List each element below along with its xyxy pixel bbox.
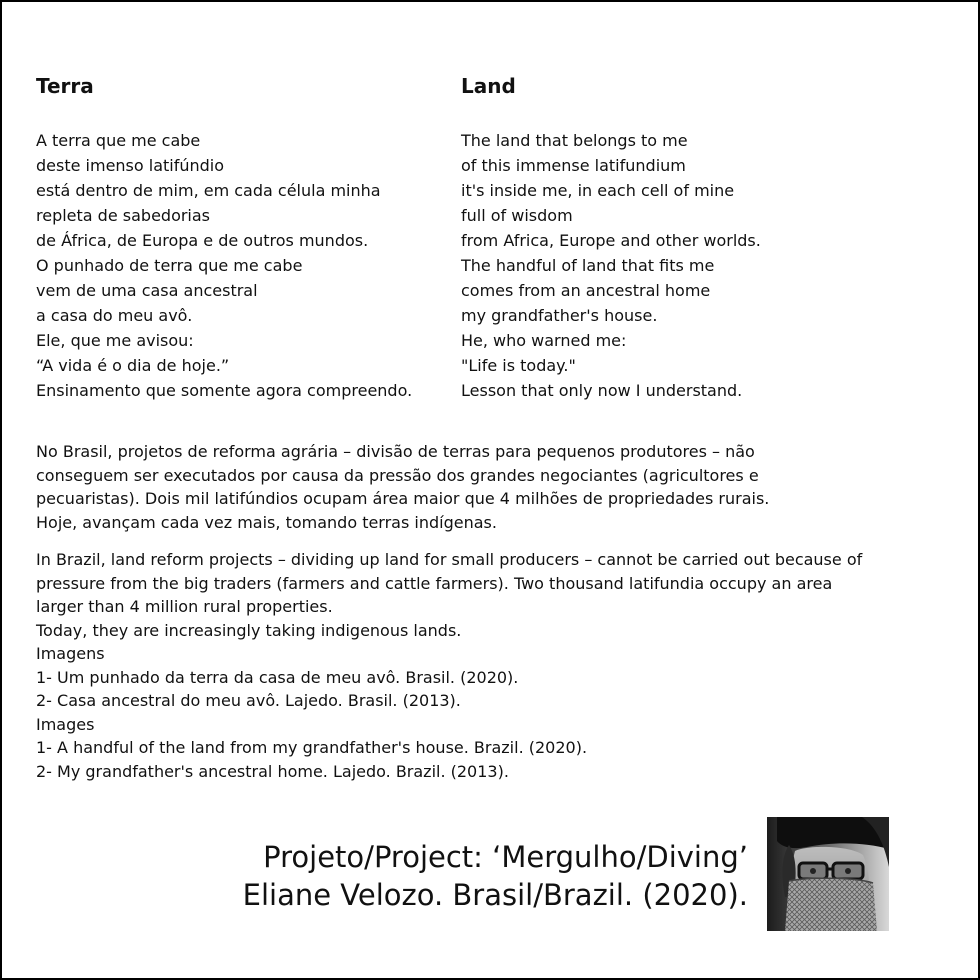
- poem-line: está dentro de mim, em cada célula minha: [36, 181, 381, 200]
- paragraph-line: Hoje, avançam cada vez mais, tomando terras indígenas.: [36, 512, 497, 532]
- poem-line: de África, de Europa e de outros mundos.: [36, 231, 369, 250]
- poem-line: Lesson that only now I understand.: [461, 381, 743, 400]
- poem-line: deste imenso latifúndio: [36, 156, 225, 175]
- author-portrait-photo: [767, 817, 889, 931]
- portrait-photo-icon: [767, 817, 889, 931]
- paragraph-line: pecuaristas). Dois mil latifúndios ocupam área maior que 4 milhões de propriedades rurais.: [36, 489, 770, 508]
- poem-title-en: Land: [461, 74, 516, 98]
- poem-line: He, who warned me:: [461, 331, 627, 350]
- images-heading-pt: Imagens: [36, 644, 105, 663]
- paragraph-line: In Brazil, land reform projects – dividing up land for small producers – cannot be carried out because of: [36, 550, 863, 569]
- image-caption: 2- Casa ancestral do meu avô. Lajedo. Brasil. (2013).: [36, 691, 461, 710]
- poem-line: full of wisdom: [461, 206, 573, 225]
- image-caption: 1- Um punhado da terra da casa de meu avô. Brasil. (2020).: [36, 667, 519, 687]
- paragraph-line: larger than 4 million rural properties.: [36, 597, 333, 616]
- poem-english: [461, 74, 941, 403]
- poem-title-pt: Terra: [36, 74, 94, 98]
- poem-line: it's inside me, in each cell of mine: [461, 181, 735, 200]
- paragraph-english: [36, 548, 936, 783]
- poem-line: vem de uma casa ancestral: [36, 281, 258, 300]
- poem-line: my grandfather's house.: [461, 306, 658, 325]
- author-credit: Eliane Velozo. Brasil/Brazil. (2020).: [242, 878, 748, 912]
- paragraph-line: Today, they are increasingly taking indigenous lands.: [36, 620, 462, 640]
- project-title: Projeto/Project: ‘Mergulho/Diving’: [263, 840, 748, 874]
- poem-line: “A vida é o dia de hoje.”: [36, 356, 230, 375]
- footer-credits: [243, 838, 748, 914]
- poem-line: a casa do meu avô.: [36, 306, 193, 325]
- poem-line: Ele, que me avisou:: [36, 331, 194, 350]
- paragraph-portuguese: [36, 440, 936, 534]
- poem-line: repleta de sabedorias: [36, 206, 211, 225]
- poem-line: of this immense latifundium: [461, 156, 686, 175]
- paragraph-line: No Brasil, projetos de reforma agrária – divisão de terras para pequenos produtores – não: [36, 442, 755, 461]
- poem-line: from Africa, Europe and other worlds.: [461, 231, 761, 250]
- image-caption: 2- My grandfather's ancestral home. Lajedo. Brazil. (2013).: [36, 761, 509, 781]
- images-heading-en: Images: [36, 714, 95, 734]
- poem-line: Ensinamento que somente agora compreendo.: [36, 381, 413, 400]
- image-caption: 1- A handful of the land from my grandfather's house. Brazil. (2020).: [36, 738, 588, 757]
- poem-line: "Life is today.": [461, 356, 576, 375]
- paragraph-line: conseguem ser executados por causa da pressão dos grandes negociantes (agricultores e: [36, 465, 759, 485]
- poem-line: A terra que me cabe: [36, 131, 201, 150]
- poem-line: The land that belongs to me: [461, 131, 688, 150]
- poem-line: O punhado de terra que me cabe: [36, 256, 303, 275]
- paragraph-line: pressure from the big traders (farmers and cattle farmers). Two thousand latifundia occupy an area: [36, 573, 833, 593]
- poem-portuguese: [36, 74, 436, 403]
- poem-line: The handful of land that fits me: [461, 256, 715, 275]
- poem-line: comes from an ancestral home: [461, 281, 711, 300]
